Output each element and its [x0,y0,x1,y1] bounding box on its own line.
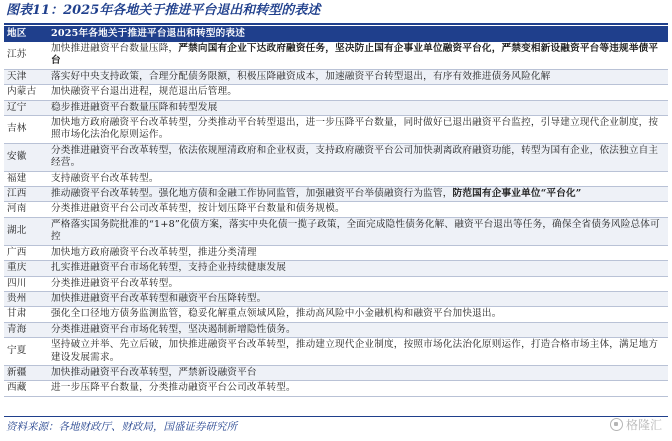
region-cell: 贵州 [4,291,48,306]
statement-emphasis: 严禁向国有企业下达政府融资任务，坚决防止国有企事业单位融资平台化，严禁变相新设融资平台等违规举债平台 [51,43,659,67]
watermark [610,416,662,433]
statement-text: 落实好中央支持政策，合理分配债务限额，积极压降融资成本，加速融资平台转型退出，有序有效推进债务风险化解 [51,70,551,82]
statement-text: 加快地方政府融资平台改革转型，分类推动平台转型退出，进一步压降平台数量，同时做好已退出融资平台监控，引导建立现代企业制度，按照市场化法治化原则运作。 [51,117,659,141]
header-region: 地区 [4,26,48,42]
table-row [4,100,668,115]
table-row [4,381,668,396]
region-cell: 新疆 [4,365,48,380]
statement-text: 坚持破立并举、先立后破，加快推进融资平台改革转型，推动建立现代企业制度，按照市场化法治化原则运作，打造合格市场主体，满足地方建设发展需求。 [51,339,659,363]
table-row [4,217,668,245]
statement-text: 分类推进融资平台市场化转型，坚决遏制新增隐性债务。 [51,323,296,335]
statement-emphasis: 防范国有企事业单位“平台化” [452,188,582,200]
region-cell: 西藏 [7,382,27,394]
statement-cell [48,338,668,366]
statement-cell [48,202,668,217]
table-row [4,291,668,306]
statement-text: 加快推进融资平台改革转型和融资平台压降转型。 [51,292,267,304]
region-cell: 甘肃 [7,308,27,320]
table-row [4,69,668,84]
statement-text: 加快融资平台退出进程，规范退出后管理。 [51,86,238,98]
statement-text: 加快地方政府融资平台改革转型，推进分类清理 [51,246,257,258]
region-cell: 福建 [7,172,27,184]
region-cell: 江西 [4,187,48,202]
statement-text: 加快推进融资平台数量压降， [51,43,179,54]
statement-text: 进一步压降平台数量，分类推动融资平台公司改革转型。 [51,382,296,394]
watermark-text: 格隆汇 [625,418,662,432]
statement-cell [48,85,668,100]
statement-cell [48,42,668,69]
table-row [4,116,668,144]
statement-cell [48,381,668,396]
region-cell: 广西 [7,246,27,258]
statement-cell [48,276,668,291]
statement-text: 稳步推进融资平台数量压降和转型发展 [51,101,218,113]
table-row [4,42,668,69]
source-divider [4,416,668,417]
table-row [4,307,668,322]
statement-cell [48,307,668,322]
region-cell: 天津 [4,69,48,84]
statement-cell [48,322,668,337]
table-row [4,202,668,217]
watermark-logo-icon [610,418,623,431]
statement-cell [48,69,668,84]
region-cell: 河南 [7,203,27,215]
statement-cell [48,143,668,171]
table-row [4,338,668,366]
table-row [4,365,668,380]
statement-text: 严格落实国务院批准的“1+8”化债方案，落实中央化债一揽子政策，全面完成隐性债务化解、融资平台退出等任务，确保全省债务风险总体可控 [51,218,660,243]
table-row [4,143,668,171]
region-cell: 重庆 [4,261,48,276]
table-row [4,261,668,276]
statement-text: 扎实推进融资平台市场化转型，支持企业持续健康发展 [51,262,287,274]
statement-text: 分类推进融资平台改革转型。 [51,277,179,289]
table-row [4,245,668,260]
statement-text: 支持融资平台改革转型。 [51,172,159,184]
table-row [4,187,668,202]
statement-text: 加快推动融资平台改革转型，严禁新设融资平台 [51,366,257,378]
region-cell: 内蒙古 [7,86,37,98]
region-cell: 辽宁 [4,100,48,115]
region-cell: 江苏 [7,49,27,61]
region-cell: 湖北 [4,217,48,245]
figure-title: 图表11：2025年各地关于推进平台退出和转型的表述 [6,3,321,18]
statement-cell [48,171,668,186]
region-cell: 青海 [4,322,48,337]
table-row [4,322,668,337]
statement-cell [48,365,668,380]
statement-cell [48,100,668,115]
header-statement: 2025年各地关于推进平台退出和转型的表述 [48,26,668,42]
statement-text: 分类推进融资平台改革转型，依法依规厘清政府和企业权责，支持政府融资平台公司加快剥离政府融资功能，转型为国有企业，依法独立自主经营。 [51,144,659,169]
source-note: 资料来源：各地财政厅、财政局，国盛证券研究所 [6,421,237,433]
title-divider [4,23,668,25]
statement-text: 强化全口径地方债务监测监管，稳妥化解重点领域风险，推动高风险中小金融机构和融资平台加快退出。 [51,308,502,320]
statement-cell [48,116,668,144]
region-cell: 安徽 [4,143,48,171]
statement-text: 推动融资平台改革转型。强化地方债和金融工作协同监管，加强融资平台举债融资行为监管， [51,188,453,200]
statement-cell [48,261,668,276]
statement-cell [48,245,668,260]
policy-table [4,26,668,397]
table-header-row [4,26,668,42]
table-row [4,171,668,186]
statement-cell [48,187,668,202]
statement-cell [48,217,668,245]
region-cell: 宁夏 [7,345,27,357]
statement-text: 分类推进融资平台公司改革转型，按计划压降平台数量和债务规模。 [51,203,345,215]
table-row [4,85,668,100]
region-cell: 四川 [7,277,27,289]
statement-cell [48,291,668,306]
region-cell: 吉林 [7,123,27,135]
table-row [4,276,668,291]
